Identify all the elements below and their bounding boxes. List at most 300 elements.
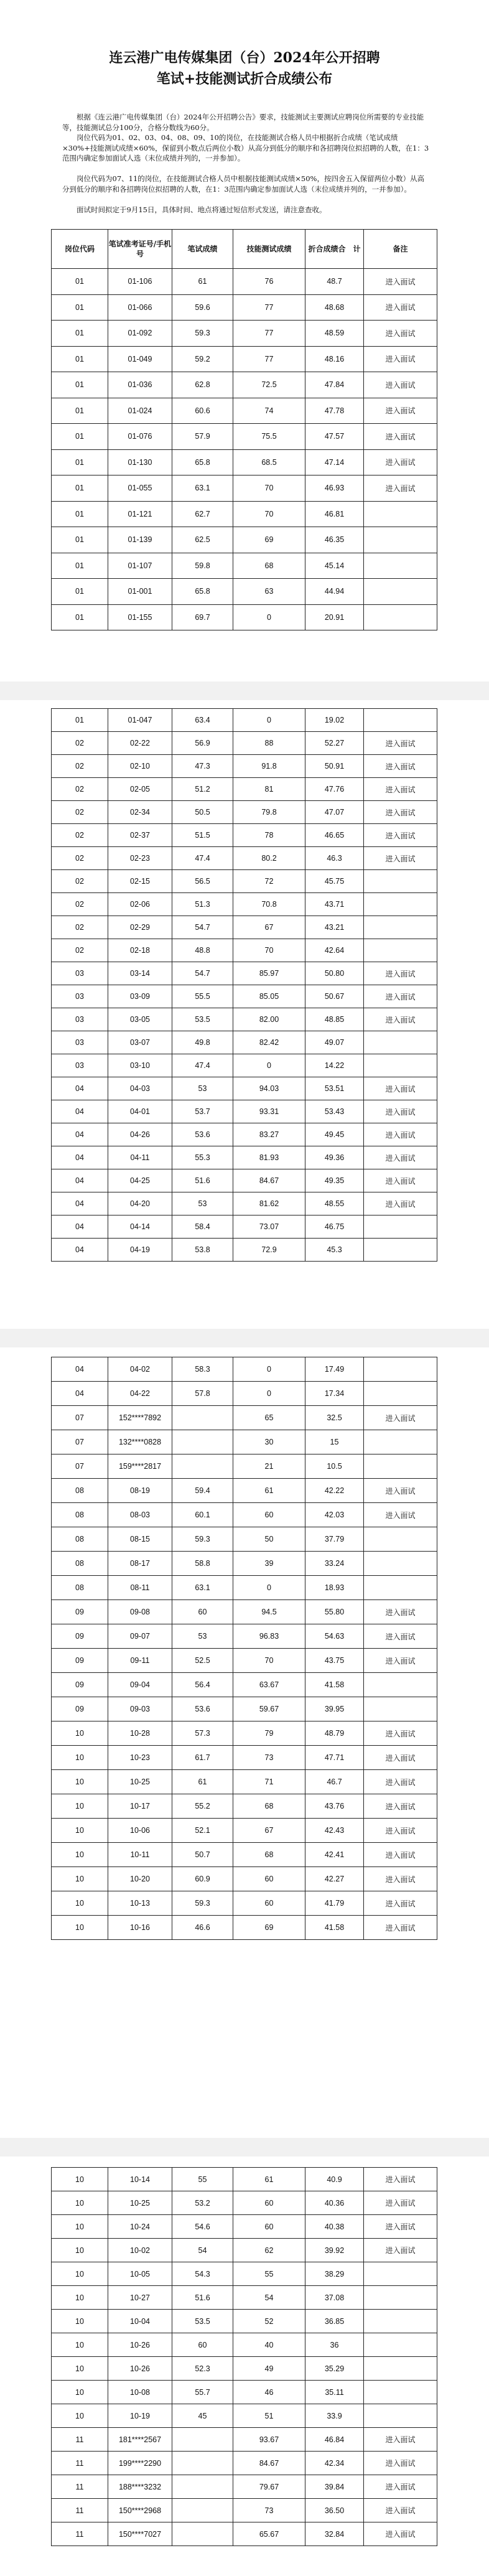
- position-code-cell: 03: [52, 1008, 108, 1031]
- remark-cell: 进入面试: [364, 1100, 437, 1123]
- total-score-cell: 47.57: [305, 424, 364, 450]
- skill-score-cell: 63.67: [233, 1673, 305, 1697]
- exam-id-cell: 01-130: [108, 449, 172, 475]
- position-code-cell: 10: [52, 2404, 108, 2428]
- intro-paragraph-1: 根据《连云港广电传媒集团（台）2024年公开招聘公告》要求，技能测试主要测试应聘岗位所需要的专业技能等，技能测试总分100分，合格分数线为60分。: [62, 113, 424, 132]
- skill-score-cell: 93.67: [233, 2428, 305, 2452]
- remark-cell: 进入面试: [364, 398, 437, 424]
- skill-score-cell: 69: [233, 1916, 305, 1940]
- written-score-cell: 56.4: [172, 1673, 233, 1697]
- remark-cell: 进入面试: [364, 2428, 437, 2452]
- total-score-cell: 19.02: [305, 709, 364, 732]
- exam-id-cell: 02-05: [108, 778, 172, 801]
- exam-id-cell: 10-02: [108, 2239, 172, 2262]
- table-row: [52, 1406, 437, 1430]
- table-row: [52, 604, 437, 630]
- written-score-cell: 60.6: [172, 398, 233, 424]
- position-code-cell: 11: [52, 2428, 108, 2452]
- written-score-cell: 59.4: [172, 1479, 233, 1503]
- written-score-cell: 53: [172, 1192, 233, 1215]
- table-row: [52, 269, 437, 295]
- written-score-cell: [172, 1454, 233, 1479]
- total-score-cell: 39.95: [305, 1697, 364, 1721]
- position-code-cell: 10: [52, 1770, 108, 1794]
- position-code-cell: 10: [52, 2310, 108, 2333]
- written-score-cell: 63.1: [172, 1576, 233, 1600]
- table-row: [52, 1697, 437, 1721]
- remark-cell: 进入面试: [364, 2452, 437, 2475]
- remark-cell: 进入面试: [364, 2522, 437, 2546]
- remark-cell: 进入面试: [364, 1649, 437, 1673]
- total-score-header: 折合成绩合 计: [305, 230, 364, 269]
- position-code-cell: 10: [52, 2168, 108, 2191]
- written-score-cell: 59.6: [172, 294, 233, 321]
- remark-cell: [364, 1430, 437, 1454]
- table-row: [52, 801, 437, 824]
- written-score-cell: 60: [172, 1600, 233, 1624]
- total-score-cell: 42.22: [305, 1479, 364, 1503]
- total-score-cell: 50.80: [305, 962, 364, 985]
- total-score-cell: 45.3: [305, 1239, 364, 1262]
- position-code-cell: 02: [52, 801, 108, 824]
- remark-cell: [364, 579, 437, 605]
- skill-score-cell: 78: [233, 824, 305, 847]
- table-row: [52, 1770, 437, 1794]
- exam-id-cell: 132****0828: [108, 1430, 172, 1454]
- score-table: [51, 708, 437, 1262]
- skill-score-cell: 61: [233, 1479, 305, 1503]
- remark-cell: 进入面试: [364, 269, 437, 295]
- total-score-cell: 15: [305, 1430, 364, 1454]
- remark-cell: [364, 939, 437, 962]
- skill-score-cell: 73.07: [233, 1215, 305, 1239]
- position-code-cell: 01: [52, 269, 108, 295]
- remark-cell: 进入面试: [364, 372, 437, 398]
- written-score-cell: 54: [172, 2239, 233, 2262]
- exam-id-cell: 10-24: [108, 2215, 172, 2239]
- remark-cell: 进入面试: [364, 2215, 437, 2239]
- skill-score-cell: 84.67: [233, 1169, 305, 1192]
- skill-score-cell: 79.67: [233, 2475, 305, 2499]
- skill-score-cell: 30: [233, 1430, 305, 1454]
- exam-id-cell: 10-06: [108, 1819, 172, 1843]
- table-row: [52, 893, 437, 916]
- remark-cell: 进入面试: [364, 2475, 437, 2499]
- skill-score-cell: 68: [233, 1794, 305, 1819]
- table-row: [52, 1794, 437, 1819]
- written-score-cell: 57.8: [172, 1382, 233, 1406]
- total-score-cell: 49.36: [305, 1146, 364, 1169]
- total-score-cell: 43.76: [305, 1794, 364, 1819]
- written-score-cell: 58.4: [172, 1215, 233, 1239]
- skill-score-cell: 62: [233, 2239, 305, 2262]
- total-score-cell: 40.38: [305, 2215, 364, 2239]
- written-score-cell: 53.6: [172, 1123, 233, 1146]
- position-code-cell: 10: [52, 2215, 108, 2239]
- table-row: [52, 1503, 437, 1527]
- total-score-cell: 14.22: [305, 1054, 364, 1077]
- exam-id-cell: 04-26: [108, 1123, 172, 1146]
- remark-cell: [364, 1239, 437, 1262]
- written-score-cell: 59.3: [172, 1527, 233, 1552]
- remark-cell: 进入面试: [364, 1406, 437, 1430]
- exam-id-cell: 10-17: [108, 1794, 172, 1819]
- remark-cell: 进入面试: [364, 1123, 437, 1146]
- written-score-cell: 52.3: [172, 2357, 233, 2381]
- position-code-cell: 07: [52, 1430, 108, 1454]
- written-score-cell: [172, 2428, 233, 2452]
- table-row: [52, 732, 437, 755]
- position-code-cell: 04: [52, 1357, 108, 1382]
- table-row: [52, 2475, 437, 2499]
- skill-score-cell: 67: [233, 1819, 305, 1843]
- written-score-cell: 58.3: [172, 1357, 233, 1382]
- table-row: [52, 2499, 437, 2522]
- position-code-cell: 02: [52, 732, 108, 755]
- position-code-cell: 04: [52, 1146, 108, 1169]
- table-row: [52, 2522, 437, 2546]
- title-line-1: 连云港广电传媒集团（台）2024年公开招聘: [109, 50, 380, 66]
- skill-score-cell: 94.03: [233, 1077, 305, 1100]
- total-score-cell: 46.75: [305, 1215, 364, 1239]
- position-code-cell: 02: [52, 870, 108, 893]
- skill-score-cell: 0: [233, 1054, 305, 1077]
- skill-score-cell: 74: [233, 398, 305, 424]
- exam-id-cell: 01-001: [108, 579, 172, 605]
- exam-id-cell: 10-04: [108, 2310, 172, 2333]
- exam-id-cell: 08-19: [108, 1479, 172, 1503]
- remark-cell: [364, 2357, 437, 2381]
- skill-score-cell: 84.67: [233, 2452, 305, 2475]
- position-code-cell: 10: [52, 2357, 108, 2381]
- total-score-cell: 54.63: [305, 1624, 364, 1649]
- position-code-cell: 09: [52, 1673, 108, 1697]
- table-row: [52, 1891, 437, 1916]
- skill-score-cell: 79: [233, 1721, 305, 1746]
- remark-cell: [364, 2262, 437, 2286]
- skill-score-cell: 75.5: [233, 424, 305, 450]
- remark-cell: 进入面试: [364, 732, 437, 755]
- total-score-cell: 52.27: [305, 732, 364, 755]
- table-row: [52, 2333, 437, 2357]
- table-row: [52, 1819, 437, 1843]
- table-row: [52, 1454, 437, 1479]
- exam-id-cell: 10-25: [108, 1770, 172, 1794]
- exam-id-cell: 10-28: [108, 1721, 172, 1746]
- total-score-cell: 32.5: [305, 1406, 364, 1430]
- written-score-cell: 58.8: [172, 1552, 233, 1576]
- exam-id-cell: 04-02: [108, 1357, 172, 1382]
- written-score-cell: 55: [172, 2168, 233, 2191]
- remark-cell: 进入面试: [364, 449, 437, 475]
- remark-cell: [364, 527, 437, 553]
- table-row: [52, 1867, 437, 1891]
- total-score-cell: 47.14: [305, 449, 364, 475]
- remark-cell: 进入面试: [364, 847, 437, 870]
- remark-cell: 进入面试: [364, 1624, 437, 1649]
- total-score-cell: 17.49: [305, 1357, 364, 1382]
- position-code-cell: 03: [52, 1031, 108, 1054]
- remark-cell: [364, 893, 437, 916]
- table-row: [52, 2262, 437, 2286]
- total-score-cell: 33.24: [305, 1552, 364, 1576]
- exam-id-cell: 10-19: [108, 2404, 172, 2428]
- skill-score-cell: 59.67: [233, 1697, 305, 1721]
- skill-score-cell: 77: [233, 294, 305, 321]
- table-row: [52, 2239, 437, 2262]
- remark-cell: [364, 2404, 437, 2428]
- table-row: [52, 778, 437, 801]
- skill-score-cell: 79.8: [233, 801, 305, 824]
- position-code-cell: 03: [52, 1054, 108, 1077]
- written-score-cell: 53.6: [172, 1697, 233, 1721]
- skill-score-cell: 85.05: [233, 985, 305, 1008]
- exam-id-cell: 04-25: [108, 1169, 172, 1192]
- total-score-cell: 35.29: [305, 2357, 364, 2381]
- written-score-cell: [172, 2499, 233, 2522]
- intro-paragraph-3: 岗位代码为07、11的岗位，在技能测试合格人员中根据技能测试成绩×50%，按四舍五入保留两位小数）从高分到低分的顺序和各招聘岗位拟招聘的人数，在1：3范围内确定参加面试人选（末位成绩并列的，一并参加）。: [62, 174, 424, 194]
- exam-id-cell: 01-121: [108, 501, 172, 527]
- position-code-cell: 02: [52, 755, 108, 778]
- total-score-cell: 47.78: [305, 398, 364, 424]
- written-score-cell: 60: [172, 2333, 233, 2357]
- exam-id-cell: 10-14: [108, 2168, 172, 2191]
- total-score-cell: 48.85: [305, 1008, 364, 1031]
- table-row: [52, 424, 437, 450]
- exam-id-cell: 10-20: [108, 1867, 172, 1891]
- skill-score-cell: 61: [233, 2168, 305, 2191]
- table-row: [52, 2286, 437, 2310]
- table-row: [52, 579, 437, 605]
- table-row: [52, 962, 437, 985]
- remark-cell: 进入面试: [364, 985, 437, 1008]
- exam-id-cell: 04-11: [108, 1146, 172, 1169]
- skill-score-cell: 70: [233, 1649, 305, 1673]
- written-score-cell: 47.4: [172, 1054, 233, 1077]
- total-score-cell: 45.14: [305, 553, 364, 579]
- remark-cell: 进入面试: [364, 2499, 437, 2522]
- position-code-cell: 01: [52, 501, 108, 527]
- position-code-cell: 10: [52, 1819, 108, 1843]
- remark-cell: [364, 1697, 437, 1721]
- table-row: [52, 1600, 437, 1624]
- written-score-cell: 57.9: [172, 424, 233, 450]
- table-row: [52, 2381, 437, 2404]
- table-row: [52, 398, 437, 424]
- exam-id-cell: 10-13: [108, 1891, 172, 1916]
- written-score-cell: 59.3: [172, 1891, 233, 1916]
- skill-score-cell: 60: [233, 1867, 305, 1891]
- exam-id-cell: 01-055: [108, 475, 172, 502]
- total-score-cell: 47.71: [305, 1746, 364, 1770]
- position-code-header: 岗位代码: [52, 230, 108, 269]
- skill-score-cell: 77: [233, 346, 305, 372]
- exam-id-cell: 10-26: [108, 2357, 172, 2381]
- exam-id-cell: 03-10: [108, 1054, 172, 1077]
- total-score-cell: 42.64: [305, 939, 364, 962]
- total-score-cell: 37.79: [305, 1527, 364, 1552]
- exam-id-cell: 181****2567: [108, 2428, 172, 2452]
- total-score-cell: 32.84: [305, 2522, 364, 2546]
- skill-score-cell: 0: [233, 1357, 305, 1382]
- exam-id-cell: 02-34: [108, 801, 172, 824]
- written-score-cell: 54.7: [172, 916, 233, 939]
- position-code-cell: 02: [52, 893, 108, 916]
- remark-cell: [364, 1382, 437, 1406]
- table-row: [52, 847, 437, 870]
- exam-id-cell: 150****7027: [108, 2522, 172, 2546]
- remark-cell: 进入面试: [364, 321, 437, 347]
- position-code-cell: 09: [52, 1624, 108, 1649]
- exam-id-cell: 04-14: [108, 1215, 172, 1239]
- exam-id-cell: 10-27: [108, 2286, 172, 2310]
- total-score-cell: 37.08: [305, 2286, 364, 2310]
- table-row: [52, 1527, 437, 1552]
- table-row: [52, 1031, 437, 1054]
- written-score-cell: 61: [172, 269, 233, 295]
- exam-id-cell: 03-09: [108, 985, 172, 1008]
- written-score-cell: 62.8: [172, 372, 233, 398]
- table-row: [52, 1552, 437, 1576]
- exam-id-cell: 01-155: [108, 604, 172, 630]
- remark-cell: [364, 501, 437, 527]
- total-score-cell: 10.5: [305, 1454, 364, 1479]
- total-score-cell: 42.43: [305, 1819, 364, 1843]
- table-header-row: [52, 230, 437, 269]
- skill-score-cell: 81.93: [233, 1146, 305, 1169]
- total-score-cell: 36: [305, 2333, 364, 2357]
- table-row: [52, 1430, 437, 1454]
- exam-id-cell: 01-092: [108, 321, 172, 347]
- exam-id-cell: 02-15: [108, 870, 172, 893]
- written-score-cell: 54.7: [172, 962, 233, 985]
- table-row: [52, 2404, 437, 2428]
- exam-id-cell: 09-11: [108, 1649, 172, 1673]
- exam-id-cell: 02-06: [108, 893, 172, 916]
- written-score-cell: 53.7: [172, 1100, 233, 1123]
- total-score-cell: 43.71: [305, 893, 364, 916]
- position-code-cell: 01: [52, 579, 108, 605]
- position-code-cell: 09: [52, 1649, 108, 1673]
- intro-paragraph-4: 面试时间拟定于9月15日，具体时间、地点将通过短信形式发送，请注意查收。: [77, 205, 327, 214]
- position-code-cell: 01: [52, 398, 108, 424]
- skill-score-cell: 73: [233, 2499, 305, 2522]
- remark-cell: 进入面试: [364, 1600, 437, 1624]
- skill-score-cell: 72: [233, 870, 305, 893]
- position-code-cell: 10: [52, 2239, 108, 2262]
- exam-id-cell: 10-25: [108, 2191, 172, 2215]
- total-score-cell: 48.59: [305, 321, 364, 347]
- total-score-cell: 46.93: [305, 475, 364, 502]
- total-score-cell: 39.92: [305, 2239, 364, 2262]
- remark-cell: 进入面试: [364, 2168, 437, 2191]
- exam-id-cell: 152****7892: [108, 1406, 172, 1430]
- written-score-cell: 53: [172, 1077, 233, 1100]
- remark-cell: [364, 870, 437, 893]
- total-score-cell: 41.58: [305, 1673, 364, 1697]
- written-score-cell: 69.7: [172, 604, 233, 630]
- skill-score-cell: 60: [233, 2215, 305, 2239]
- table-row: [52, 1624, 437, 1649]
- total-score-cell: 50.67: [305, 985, 364, 1008]
- table-row: [52, 1100, 437, 1123]
- table-row: [52, 2215, 437, 2239]
- exam-id-cell: 04-20: [108, 1192, 172, 1215]
- remark-cell: 进入面试: [364, 2239, 437, 2262]
- remark-cell: 进入面试: [364, 1746, 437, 1770]
- total-score-cell: 42.41: [305, 1843, 364, 1867]
- total-score-cell: 39.84: [305, 2475, 364, 2499]
- written-score-cell: 46.6: [172, 1916, 233, 1940]
- exam-id-cell: 10-08: [108, 2381, 172, 2404]
- total-score-cell: 35.11: [305, 2381, 364, 2404]
- written-score-cell: 59.8: [172, 553, 233, 579]
- skill-score-cell: 68: [233, 1843, 305, 1867]
- position-code-cell: 10: [52, 2381, 108, 2404]
- total-score-cell: 47.84: [305, 372, 364, 398]
- score-table: [51, 229, 437, 630]
- remark-cell: 进入面试: [364, 1867, 437, 1891]
- table-row: [52, 2191, 437, 2215]
- written-score-cell: 51.3: [172, 893, 233, 916]
- position-code-cell: 10: [52, 1794, 108, 1819]
- remark-cell: 进入面试: [364, 1008, 437, 1031]
- total-score-cell: 42.34: [305, 2452, 364, 2475]
- exam-id-cell: 02-29: [108, 916, 172, 939]
- remark-cell: [364, 1552, 437, 1576]
- remark-cell: [364, 1215, 437, 1239]
- remark-cell: 进入面试: [364, 1503, 437, 1527]
- written-score-cell: 55.2: [172, 1794, 233, 1819]
- exam-id-cell: 08-11: [108, 1576, 172, 1600]
- written-score-cell: 59.2: [172, 346, 233, 372]
- position-code-cell: 02: [52, 916, 108, 939]
- remark-cell: 进入面试: [364, 1169, 437, 1192]
- written-score-cell: [172, 1430, 233, 1454]
- skill-score-cell: 55: [233, 2262, 305, 2286]
- position-code-cell: 04: [52, 1100, 108, 1123]
- exam-id-cell: 04-01: [108, 1100, 172, 1123]
- exam-id-cell: 10-23: [108, 1746, 172, 1770]
- remark-cell: 进入面试: [364, 346, 437, 372]
- total-score-cell: 40.9: [305, 2168, 364, 2191]
- written-score-cell: 60.9: [172, 1867, 233, 1891]
- intro-paragraph-2: 岗位代码为01、02、03、04、08、09、10的岗位，在技能测试合格人员中根据折合成绩（笔试成绩×30%+技能测试成绩×60%，保留到小数点后两位小数）从高分到低分的顺序和各招聘岗位拟招聘的人数，在1：3范围内确定参加面试人选（末位成绩并列的，一并参加）。: [62, 133, 429, 162]
- skill-score-cell: 76: [233, 269, 305, 295]
- exam-id-cell: 09-04: [108, 1673, 172, 1697]
- remark-cell: [364, 553, 437, 579]
- remark-cell: [364, 709, 437, 732]
- exam-id-cell: 10-11: [108, 1843, 172, 1867]
- total-score-cell: 46.84: [305, 2428, 364, 2452]
- position-code-cell: 02: [52, 824, 108, 847]
- written-score-cell: 53.2: [172, 2191, 233, 2215]
- written-score-cell: 62.7: [172, 501, 233, 527]
- skill-score-cell: 80.2: [233, 847, 305, 870]
- skill-score-cell: 81: [233, 778, 305, 801]
- total-score-cell: 40.36: [305, 2191, 364, 2215]
- skill-score-cell: 40: [233, 2333, 305, 2357]
- written-score-cell: [172, 2475, 233, 2499]
- written-score-cell: 51.6: [172, 2286, 233, 2310]
- remark-cell: [364, 1031, 437, 1054]
- written-score-cell: 61: [172, 1770, 233, 1794]
- position-code-cell: 09: [52, 1600, 108, 1624]
- position-code-cell: 11: [52, 2499, 108, 2522]
- position-code-cell: 01: [52, 553, 108, 579]
- table-row: [52, 2310, 437, 2333]
- table-row: [52, 916, 437, 939]
